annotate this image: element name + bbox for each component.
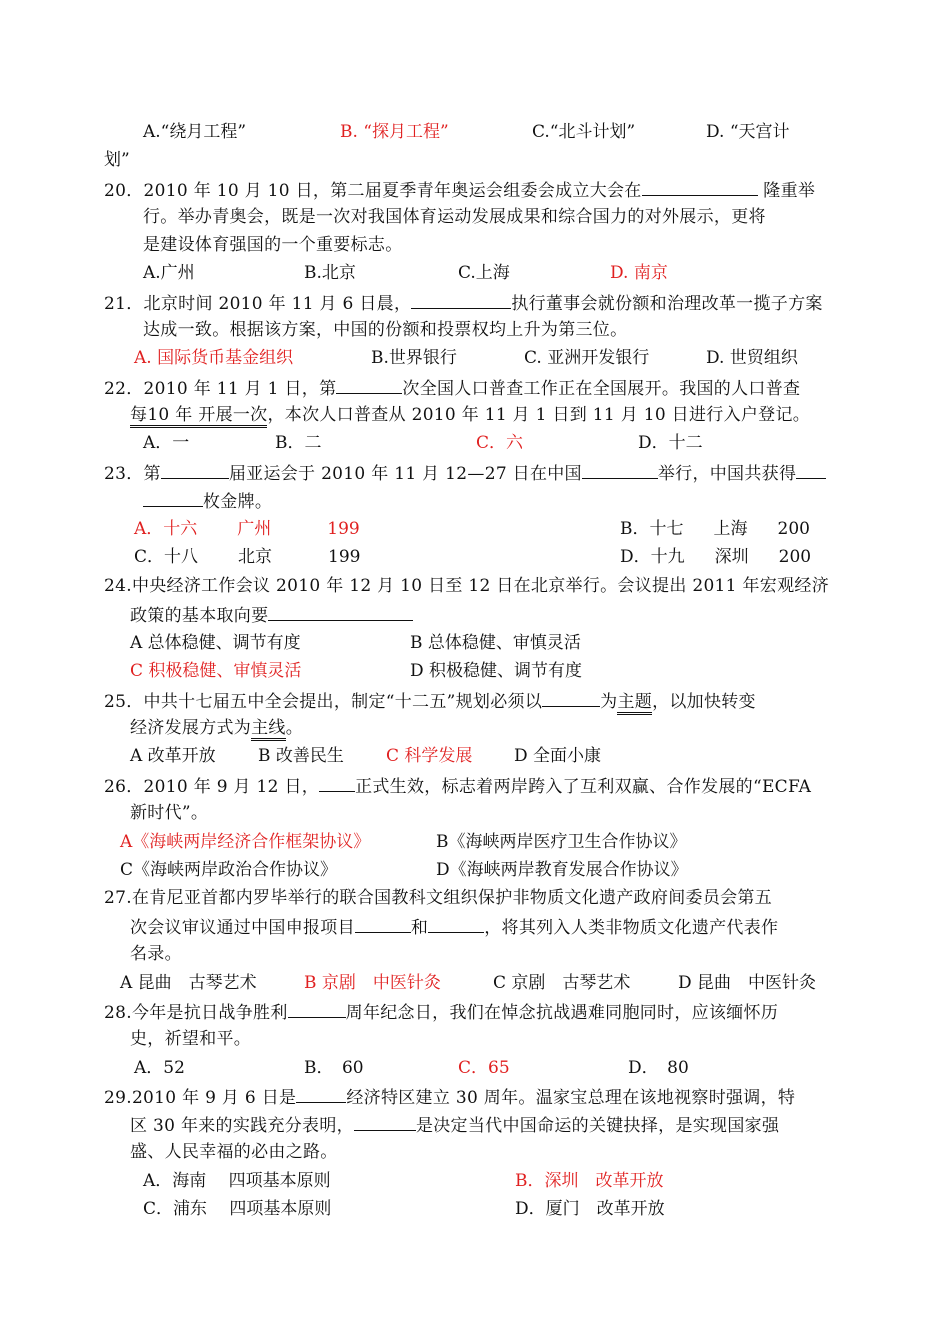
q20-number: 20． bbox=[104, 181, 144, 201]
q23-option-d: D．十九 深圳 200 bbox=[620, 547, 812, 567]
q22-option-c: C．六 bbox=[476, 433, 524, 453]
q23-line2: 枚金牌。 bbox=[143, 488, 272, 512]
q29-option-c: C．浦东 四项基本原则 bbox=[143, 1199, 332, 1219]
q21-line1: 21．北京时间 2010 年 11 月 6 日晨， 执行董事会就份额和治理改革一揽子方案 bbox=[104, 290, 823, 314]
q28-option-c: C．65 bbox=[458, 1058, 510, 1078]
q25-option-b: B 改善民生 bbox=[258, 746, 344, 766]
q21-blank bbox=[411, 290, 511, 309]
q19-option-b: B. “探月工程” bbox=[340, 122, 449, 142]
q27-option-b: B 京剧 中医针灸 bbox=[304, 973, 441, 993]
q20-option-b: B.北京 bbox=[304, 263, 356, 283]
q19-option-d-cont: 划” bbox=[104, 150, 130, 170]
q26-option-c: C《海峡两岸政治合作协议》 bbox=[120, 860, 338, 880]
q24-option-a: A 总体稳健、调节有度 bbox=[130, 633, 301, 653]
q26-line1: 26．2010 年 9 月 12 日， 正式生效，标志着两岸跨入了互利双赢、合作发展的“ECFA bbox=[104, 773, 811, 797]
q19-option-a: A.“绕月工程” bbox=[143, 122, 247, 142]
q24-option-d: D 积极稳健、调节有度 bbox=[410, 661, 583, 681]
q27-line2: 次会议审议通过中国申报项目 和 ，将其列入人类非物质文化遗产代表作 bbox=[130, 914, 778, 938]
q28-line2: 史，祈望和平。 bbox=[130, 1029, 252, 1049]
q23-option-b: B．十七 上海 200 bbox=[620, 519, 810, 539]
q23-line1: 23．第 届亚运会于 2010 年 11 月 12—27 日在中国 举行，中国共获得 bbox=[104, 460, 826, 484]
q24-line2: 政策的基本取向要 bbox=[130, 602, 413, 626]
q28-option-b: B． 60 bbox=[304, 1058, 364, 1078]
q20-option-c: C.上海 bbox=[458, 263, 510, 283]
q29-line3: 盛、人民幸福的必由之路。 bbox=[130, 1142, 338, 1162]
q21-option-d: D. 世贸组织 bbox=[706, 348, 798, 368]
q25-line1: 25．中共十七届五中全会提出，制定“十二五”规划必须以 为主题，以加快转变 bbox=[104, 688, 756, 712]
q21-option-a: A. 国际货币基金组织 bbox=[134, 348, 294, 368]
q26-option-a: A《海峡两岸经济合作框架协议》 bbox=[120, 832, 371, 852]
q24-line1: 24.中央经济工作会议 2010 年 12 月 10 日至 12 日在北京举行。会议提出 2011 年宏观经济 bbox=[104, 576, 829, 596]
q22-option-d: D．十二 bbox=[638, 433, 703, 453]
q22-line2: 每10 年 开展一次，本次人口普查从 2010 年 11 月 1 日到 11 月 10 日进行入户登记。 bbox=[130, 403, 810, 427]
q20-line1: 20．2010 年 10 月 10 日，第二届夏季青年奥运会组委会成立大会在 隆重举 bbox=[104, 177, 815, 201]
q27-line3: 名录。 bbox=[130, 944, 182, 964]
q29-option-a: A．海南 四项基本原则 bbox=[143, 1171, 331, 1191]
q21-option-c: C. 亚洲开发银行 bbox=[524, 348, 650, 368]
q23-option-a: A．十六 广州 199 bbox=[134, 519, 360, 539]
q24-blank bbox=[268, 602, 413, 621]
q27-line1: 27.在肯尼亚首都内罗毕举行的联合国教科文组织保护非物质文化遗产政府间委员会第五 bbox=[104, 888, 773, 908]
q21-option-b: B.世界银行 bbox=[371, 348, 457, 368]
q27-option-a: A 昆曲 古琴艺术 bbox=[120, 973, 257, 993]
q19-option-d: D. “天宫计 bbox=[706, 122, 790, 142]
q20-line3: 是建设体育强国的一个重要标志。 bbox=[143, 235, 403, 255]
q25-option-d: D 全面小康 bbox=[514, 746, 602, 766]
q26-option-d: D《海峡两岸教育发展合作协议》 bbox=[436, 860, 688, 880]
q29-option-b: B．深圳 改革开放 bbox=[515, 1171, 664, 1191]
q22-blank bbox=[336, 375, 402, 394]
q28-option-a: A．52 bbox=[134, 1058, 185, 1078]
q26-line2: 新时代”。 bbox=[130, 803, 209, 823]
q25-option-c: C 科学发展 bbox=[386, 746, 473, 766]
q25-line2: 经济发展方式为主线。 bbox=[130, 716, 303, 740]
q22-option-a: A．一 bbox=[143, 433, 190, 453]
q22-line1: 22．2010 年 11 月 1 日，第 次全国人口普查工作正在全国展开。我国的人口普查 bbox=[104, 375, 800, 399]
q26-option-b: B《海峡两岸医疗卫生合作协议》 bbox=[436, 832, 687, 852]
q29-option-d: D．厦门 改革开放 bbox=[515, 1199, 665, 1219]
q22-option-b: B．二 bbox=[275, 433, 322, 453]
q20-blank bbox=[642, 177, 758, 196]
q23-option-c: C．十八 北京 199 bbox=[134, 547, 361, 567]
q27-option-c: C 京剧 古琴艺术 bbox=[493, 973, 631, 993]
q19-option-c: C.“北斗计划” bbox=[532, 122, 636, 142]
q20-option-d: D. 南京 bbox=[610, 263, 668, 283]
q28-option-d: D． 80 bbox=[628, 1058, 689, 1078]
q20-option-a: A.广州 bbox=[143, 263, 195, 283]
q24-option-c: C 积极稳健、审慎灵活 bbox=[130, 661, 302, 681]
q28-line1: 28.今年是抗日战争胜利 周年纪念日，我们在悼念抗战遇难同胞同时，应该缅怀历 bbox=[104, 999, 778, 1023]
q24-option-b: B 总体稳健、审慎灵活 bbox=[410, 633, 581, 653]
q20-line2: 行。举办青奥会，既是一次对我国体育运动发展成果和综合国力的对外展示，更将 bbox=[143, 207, 766, 227]
q29-line2: 区 30 年来的实践充分表明， 是决定当代中国命运的关键抉择，是实现国家强 bbox=[130, 1112, 779, 1136]
q21-line2: 达成一致。根据该方案，中国的份额和投票权均上升为第三位。 bbox=[143, 320, 628, 340]
q27-option-d: D 昆曲 中医针灸 bbox=[678, 973, 817, 993]
q25-option-a: A 改革开放 bbox=[130, 746, 216, 766]
q29-line1: 29.2010 年 9 月 6 日是 经济特区建立 30 周年。温家宝总理在该地视察时强调，特 bbox=[104, 1084, 795, 1108]
